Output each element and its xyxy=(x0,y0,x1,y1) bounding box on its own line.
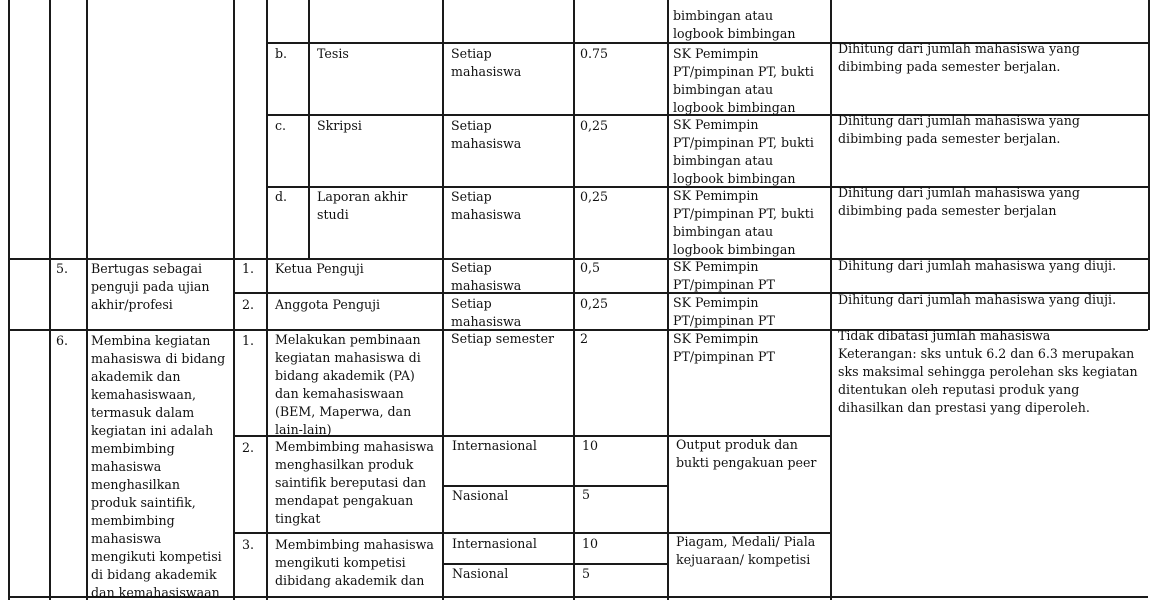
unit-cell: Nasional xyxy=(452,566,509,581)
unit-cell: Setiap mahasiswa xyxy=(451,260,522,293)
sk-cell: Output produk dan bukti pengakuan peer xyxy=(676,437,817,470)
sub-number: 2. xyxy=(242,440,255,455)
letter-cell: d. xyxy=(275,189,288,204)
col-divider-note xyxy=(830,0,832,600)
sub-number: 1. xyxy=(242,261,255,276)
sub-activity-cell: Membimbing mahasiswa mengikuti kompetisi dibidang akademik dan xyxy=(275,537,434,588)
note-cell: Dihitung dari jumlah mahasiswa yang dibimbing pada semester berjalan. xyxy=(838,41,1080,74)
sk-cell: SK Pemimpin PT/pimpinan PT xyxy=(673,259,775,292)
sub-activity-cell: Ketua Penguji xyxy=(275,261,364,276)
unit-cell: Setiap mahasiswa xyxy=(451,296,522,329)
unit-cell: Setiap mahasiswa xyxy=(451,118,522,151)
sk-cell: SK Pemimpin PT/pimpinan PT, bukti bimbingan atau logbook bimbingan xyxy=(673,117,814,186)
table-border-right xyxy=(1148,0,1150,330)
note-cell: Tidak dibatasi jumlah mahasiswa Keterangan: sks untuk 6.2 dan 6.3 merupakan sks maksimal sehingga perolehan sks kegiatan ditentukan oleh reputasi produk yang dihasilkan dan prestasi yang diperoleh. xyxy=(838,328,1138,415)
unit-cell: Setiap mahasiswa xyxy=(451,46,522,79)
value-cell: 5 xyxy=(582,487,591,502)
unit-cell: Nasional xyxy=(452,488,509,503)
value-cell: 10 xyxy=(582,536,599,551)
sub-number: 2. xyxy=(242,297,255,312)
activity-cell: Bertugas sebagai penguji pada ujian akhir/profesi xyxy=(91,261,210,312)
col-divider-activity-name xyxy=(233,0,235,600)
row-number: 5. xyxy=(56,261,69,276)
sk-cell: SK Pemimpin PT/pimpinan PT xyxy=(673,295,775,328)
letter-cell: b. xyxy=(275,46,288,61)
col-divider-value xyxy=(573,0,575,600)
unit-cell: Setiap semester xyxy=(451,331,555,346)
note-cell: Dihitung dari jumlah mahasiswa yang dibimbing pada semester berjalan. xyxy=(838,113,1080,146)
note-cell: Dihitung dari jumlah mahasiswa yang diuji. xyxy=(838,258,1117,273)
value-cell: 5 xyxy=(582,566,591,581)
sk-cell: SK Pemimpin PT/pimpinan PT, bukti bimbingan atau logbook bimbingan xyxy=(673,46,814,115)
col-divider-activity xyxy=(86,0,88,600)
table-border-left xyxy=(8,0,10,600)
col-divider-letter xyxy=(308,0,310,258)
letter-cell: c. xyxy=(275,118,287,133)
col-divider-no xyxy=(49,0,51,600)
value-cell: 0,5 xyxy=(580,260,601,275)
value-cell: 0,25 xyxy=(580,189,609,204)
unit-cell: Setiap mahasiswa xyxy=(451,189,522,222)
sub-activity-cell: Laporan akhir studi xyxy=(317,189,408,222)
note-cell: Dihitung dari jumlah mahasiswa yang diuji. xyxy=(838,292,1117,307)
sub-activity-cell: Anggota Penguji xyxy=(275,297,381,312)
activity-cell: Membina kegiatan mahasiswa di bidang akademik dan kemahasiswaan, termasuk dalam kegiatan ini adalah membimbing mahasiswa menghasilkan produk saintifik, membimbing mahasiswa mengikuti kompetisi di bidang akademik dan kemahasiswaan xyxy=(91,333,226,600)
sub-number: 1. xyxy=(242,333,255,348)
value-cell: 0,25 xyxy=(580,118,609,133)
row-number: 6. xyxy=(56,333,69,348)
value-cell: 10 xyxy=(582,438,599,453)
sub-activity-cell: Membimbing mahasiswa menghasilkan produk saintifik bereputasi dan mendapat pengakuan tingkat xyxy=(275,439,434,526)
col-divider-sk xyxy=(667,0,669,600)
note-cell: Dihitung dari jumlah mahasiswa yang dibimbing pada semester berjalan xyxy=(838,185,1080,218)
sub-activity-cell: Melakukan pembinaan kegiatan mahasiswa di bidang akademik (PA) dan kemahasiswaan (BEM, Maperwa, dan lain-lain) xyxy=(275,332,421,437)
col-divider-unit xyxy=(442,0,444,600)
sub-number: 3. xyxy=(242,537,255,552)
unit-cell: Internasional xyxy=(452,536,537,551)
sk-cell: Piagam, Medali/ Piala kejuaraan/ kompetisi xyxy=(676,534,816,567)
sk-cell: bimbingan atau logbook bimbingan xyxy=(673,8,796,41)
unit-cell: Internasional xyxy=(452,438,537,453)
sub-activity-cell: Skripsi xyxy=(317,118,362,133)
value-cell: 0,25 xyxy=(580,296,609,311)
col-divider-subno xyxy=(266,0,268,600)
sub-activity-cell: Tesis xyxy=(317,46,349,61)
sk-cell: SK Pemimpin PT/pimpinan PT xyxy=(673,331,775,364)
value-cell: 0.75 xyxy=(580,46,609,61)
sk-cell: SK Pemimpin PT/pimpinan PT, bukti bimbingan atau logbook bimbingan xyxy=(673,188,814,257)
value-cell: 2 xyxy=(580,331,589,346)
